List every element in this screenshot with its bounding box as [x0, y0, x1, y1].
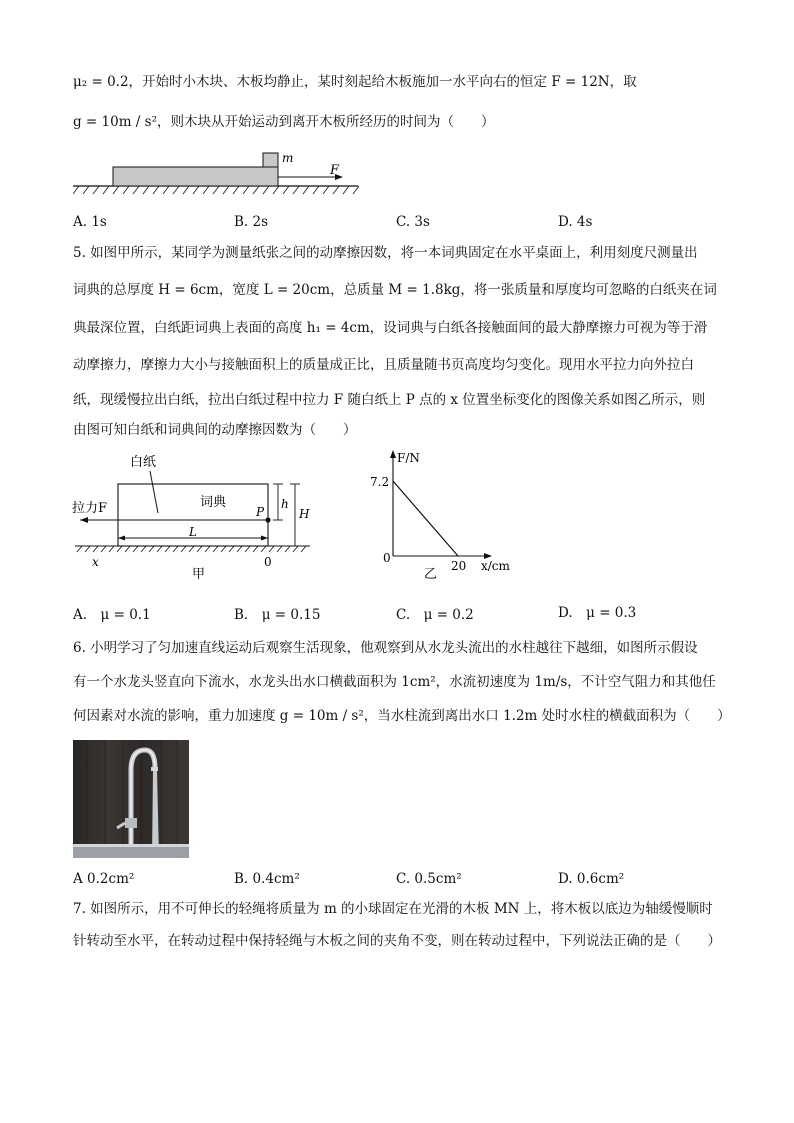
label-dictionary: 词典	[200, 495, 227, 510]
q7-text-line-1: 7. 如图所示，用不可伸长的轻绳将质量为 m 的小球固定在光滑的木板 MN 上，将木板以底边为轴缓慢顺时	[73, 901, 713, 917]
q5-text-line-5: 纸，现缓慢拉出白纸，拉出白纸过程中拉力 F 随白纸上 P 点的 x 位置坐标变化的图像关系如图乙所示，则	[73, 392, 706, 408]
table-hatch	[77, 546, 306, 552]
q5-option-b[interactable]: B. μ = 0.15	[234, 607, 321, 623]
q5-text-line-1: 5. 如图甲所示，某同学为测量纸张之间的动摩擦因数，将一本词典固定在水平桌面上，利用刻度尺测量出	[73, 245, 698, 261]
small-block	[263, 153, 278, 167]
q6-option-a[interactable]: A 0.2cm²	[73, 871, 135, 887]
x-tick-label: 20	[451, 559, 467, 573]
label-m: m	[282, 151, 294, 165]
q6-option-d[interactable]: D. 0.6cm²	[558, 871, 625, 887]
wooden-board	[113, 167, 278, 186]
q6-option-b[interactable]: B. 0.4cm²	[234, 871, 300, 887]
label-P: P	[256, 505, 265, 519]
label-x: x	[92, 555, 99, 569]
q4-option-d[interactable]: D. 4s	[558, 214, 593, 230]
y-axis-label: F/N	[397, 451, 420, 465]
label-pull-force: 拉力F	[72, 501, 108, 516]
y-axis-arrow	[390, 450, 396, 458]
ground-hatch	[73, 186, 359, 194]
q5-option-d[interactable]: D. μ = 0.3	[558, 605, 637, 621]
faucet-icon	[73, 740, 189, 858]
q5-text-line-4: 动摩擦力，摩擦力大小与接触面积上的质量成正比，且质量随书页高度均匀变化。现用水平拉力向外拉白	[73, 357, 694, 373]
q5-text-line-6: 由图可知白纸和词典间的动摩擦因数为（ ）	[73, 422, 357, 438]
label-h: h	[281, 497, 289, 511]
q4-option-c[interactable]: C. 3s	[396, 214, 430, 230]
q5-text-line-3: 典最深位置，白纸距词典上表面的高度 h₁ = 4cm，设词典与白纸各接触面间的最大静摩擦力可视为等于滑	[73, 320, 708, 336]
label-L: L	[189, 525, 197, 539]
faucet-photo	[73, 740, 189, 858]
series-line	[393, 481, 458, 556]
q6-text-line-2: 有一个水龙头竖直向下流水，水龙头出水口横截面积为 1cm²，水流初速度为 1m/s，不计空气阻力和其他任	[73, 674, 716, 690]
origin-label: 0	[383, 551, 391, 565]
pull-arrow-head	[80, 517, 88, 523]
q6-text-line-3: 何因素对水流的影响，重力加速度 g = 10m / s²，当水柱流到离出水口 1.2m 处时水柱的横截面积为（ ）	[73, 708, 731, 724]
q7-text-line-2: 针转动至水平，在转动过程中保持轻绳与木板之间的夹角不变，则在转动过程中，下列说法正确的是（ ）	[73, 933, 721, 949]
label-zero: 0	[264, 555, 272, 569]
q4-option-b[interactable]: B. 2s	[234, 214, 269, 230]
q4-figure-board-block	[73, 148, 373, 198]
x-axis-label: x/cm	[481, 559, 510, 573]
y-tick-label: 7.2	[370, 475, 390, 489]
q5-figure-jia	[70, 448, 320, 583]
q6-text-line-1: 6. 小明学习了匀加速直线运动后观察生活现象，他观察到从水龙头流出的水柱越往下越细，如图所示假设	[73, 640, 698, 656]
label-F: F	[330, 163, 340, 178]
q6-option-c[interactable]: C. 0.5cm²	[396, 871, 462, 887]
caption-yi: 乙	[424, 567, 438, 582]
label-H: H	[299, 507, 310, 521]
q5-option-c[interactable]: C. μ = 0.2	[396, 607, 474, 623]
label-paper: 白纸	[130, 455, 157, 470]
q4-text-line-1: μ₂ = 0.2，开始时小木块、木板均静止，某时刻起给木板施加一水平向右的恒定 F = 12N，取	[73, 74, 637, 90]
q5-text-line-2: 词典的总厚度 H = 6cm，宽度 L = 20cm，总质量 M = 1.8kg，将一张质量和厚度均可忽略的白纸夹在词	[73, 282, 717, 298]
q5-option-a[interactable]: A. μ = 0.1	[73, 607, 151, 623]
q5-figure-yi-chart	[360, 448, 520, 583]
q4-text-line-2: g = 10m / s²，则木块从开始运动到离开木板所经历的时间为（ ）	[73, 114, 495, 130]
q4-option-a[interactable]: A. 1s	[73, 214, 107, 230]
caption-jia: 甲	[192, 567, 206, 582]
point-P	[265, 517, 270, 522]
paper-pointer	[150, 471, 158, 513]
